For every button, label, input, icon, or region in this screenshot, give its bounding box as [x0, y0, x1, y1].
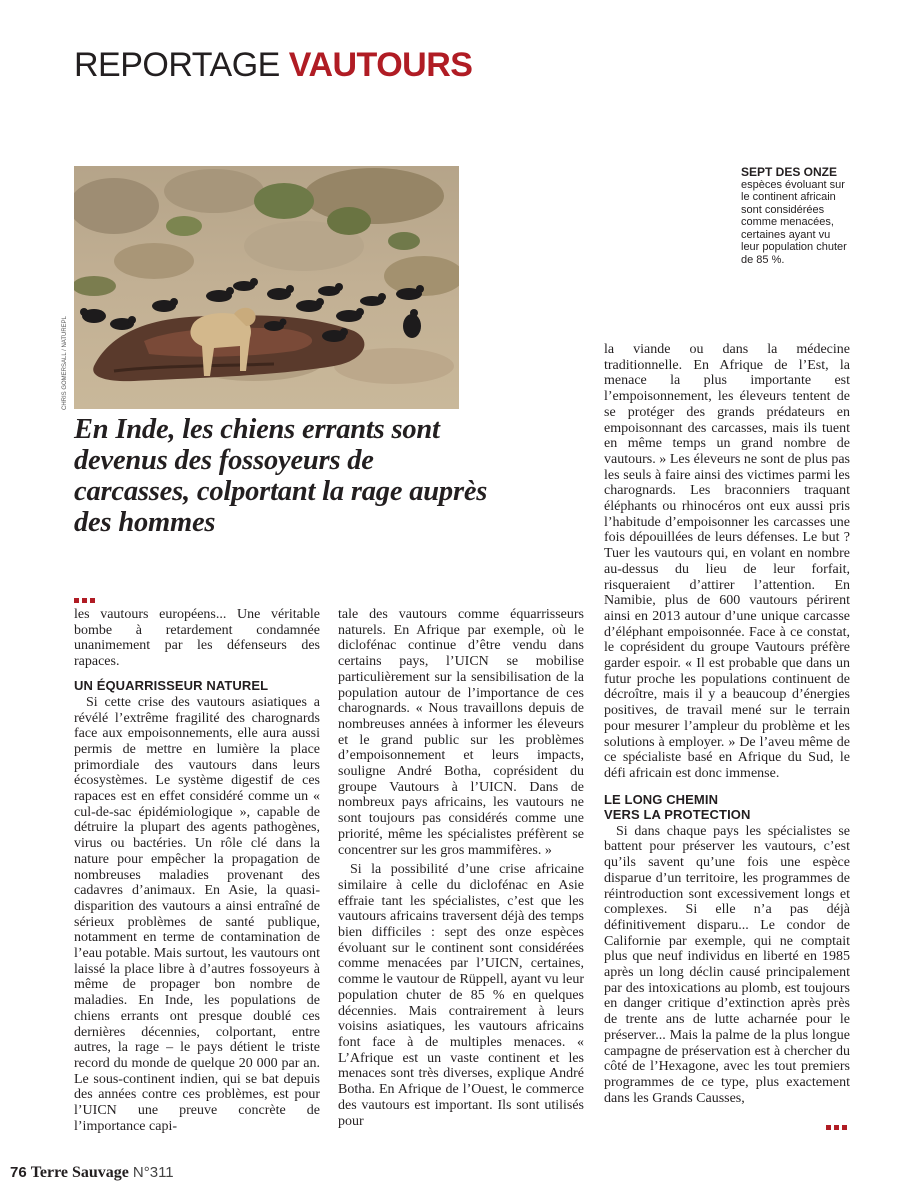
subheading [604, 792, 850, 822]
paragraph: Si cette crise des vautours asiatiques a révélé l’extrême fragilité des charognards face aux empoisonnements, elle aura aussi permis de mettre en lumière la place primordiale des vautours dans leurs écosystèmes. Le système digestif de ces rapaces est en effet considéré comme un « cul-de-sac épidémiologique », capable de détruire la plupart des agents pathogènes, virus ou bactéries. Un rôle clé dans la nature pour empêcher la propagation de nombreuses maladies provenant des cadavres d’animaux. En Asie, la quasi-disparition des vautours a ainsi entraîné de sérieux problèmes de santé publique, notamment en terme de contamination de l’eau potable. Mais surtout, les vautours ont laissé la place libre à d’autres fossoyeurs à même de propager bon nombre de maladies. En Inde, les populations de chiens errants ont presque doublé ces dernières décennies, colportant, entre autres, la rage – le pays détient le triste record du monde de quelque 20 000 par an. Le sous-continent indien, qui se bat depuis des années contre ces problèmes, est pour l’UICN une preuve concrète de l’importance capi- [74, 694, 320, 1134]
continuation-marks [74, 598, 95, 603]
sidebar-fact [741, 166, 851, 266]
section-label: REPORTAGE [74, 46, 280, 84]
paragraph: les vautours européens... Une véritable bombe à retardement condamnée unanimement par les défenseurs des rapaces. [74, 607, 320, 670]
column-3 [604, 342, 850, 1106]
issue-number: N°311 [132, 1164, 174, 1181]
page-number: 76 [10, 1164, 27, 1181]
sidebar-text: espèces évoluant sur le continent africain sont considérées comme menacées, certaines ayant vu leur population chuter de 85 %. [741, 178, 847, 266]
paragraph: Si la possibilité d’une crise africaine similaire à celle du diclofénac en Asie effraie tant les spécialistes, c’est que les vautours africains traversent déjà des temps bien difficiles : sept des onze espèces évoluant sur le continent sont considérées comme menacées par l’UICN, certaines, comme le vautour de Rüppell, ayant vu leur population chuter de 85 % en quelques décennies. Mais contrairement à leurs voisins asiatiques, les vautours africains font face à de multiples menaces. « L’Afrique est un vaste continent et les menaces sont très diverses, explique André Botha. En Afrique de l’Ouest, le commerce des vautours est important. Ils sont utilisés pour [338, 862, 584, 1129]
article-photo [74, 166, 459, 409]
paragraph: la viande ou dans la médecine traditionnelle. En Afrique de l’Est, la menace la plus importante est l’empoisonnement, les éleveurs tentent de se protéger des grands prédateurs en empoisonnant des carcasses, mais ils tuent en même temps un grand nombre de vautours. » Les éleveurs ne sont de plus pas les seuls à faire ainsi des victimes parmi les charognards. Les braconniers traquant éléphants ou rhinocéros ont eux aussi pris l’habitude d’empoisonner les carcasses une fois dépouillées de leurs défenses. Le but ? Tuer les vautours qui, en volant en nombre au-dessus du lieu de leur forfait, risqueraient d’attirer l’attention. En Namibie, plus de 600 vautours périrent ainsi en 2013 autour d’une unique carcasse d’éléphant empoisonnée. Face à ce constat, le coprésident du groupe Vautours préfère garder espoir. « Il est probable que dans un futur proche les populations continuent de décroître, mais il y a beaucoup d’énergies positives, de travail mené sur le terrain pour mesurer l’ampleur du problème et les solutions à employer. » De l’aveu même de ce spécialiste basé en Afrique du Sud, le défi africain est donc immense. [604, 342, 850, 781]
magazine-name: Terre Sauvage [30, 1164, 129, 1181]
column-1 [74, 607, 320, 1135]
section-title: VAUTOURS [288, 46, 473, 84]
page-footer [10, 1163, 174, 1183]
paragraph: tale des vautours comme équarrisseurs naturels. En Afrique par exemple, où le diclofénac continue d’être vendu dans certains pays, l’UICN se mobilise particulièrement sur la sensibilisation de la population autour de l’importance de ces charognards. « Nous travaillons depuis de nombreuses années à informer les éleveurs et le grand public sur les problèmes d’empoisonnement et leurs impacts, souligne André Botha, coprésident du groupe Vautours à l’UICN. Dans de nombreux pays africains, les vautours ne sont toujours pas considérés comme une priorité, même les spécialistes préfèrent se concentrer sur les gros mammifères. » [338, 607, 584, 858]
pull-quote: En Inde, les chiens errants sont devenus des fossoyeurs de carcasses, colportant la rage auprès des hommes [74, 414, 488, 538]
section-header [74, 44, 472, 86]
article-end-marks [826, 1125, 847, 1130]
paragraph: Si dans chaque pays les spécialistes se battent pour préserver les vautours, c’est qu’ils savent qu’une fois une espèce disparue d’un territoire, les programmes de réintroduction sont excessivement longs et complexes. Si elle n’a pas déjà définitivement disparu... Le condor de Californie par exemple, qui ne comptait plus que neuf individus en liberté en 1985 après un long déclin causé principalement par des intoxications au plomb, est toujours en danger critique d’extinction après près de trente ans de lutte acharnée pour le préserver... Mais la palme de la plus longue campagne de préservation est à chercher du côté de l’Hexagone, avec les tout premiers programmes de ce type, plus exactement dans les Grands Causses, [604, 823, 850, 1106]
subheading-line-1: LE LONG CHEMIN [604, 791, 719, 807]
subheading-line-2: VERS LA PROTECTION [604, 806, 751, 822]
sidebar-lead: SEPT DES ONZE [741, 165, 838, 179]
column-2 [338, 607, 584, 1129]
photo-credit: CHRIS GOMERSALL / NATUREPL [62, 315, 68, 410]
subheading: UN ÉQUARRISSEUR NATUREL [74, 677, 269, 693]
